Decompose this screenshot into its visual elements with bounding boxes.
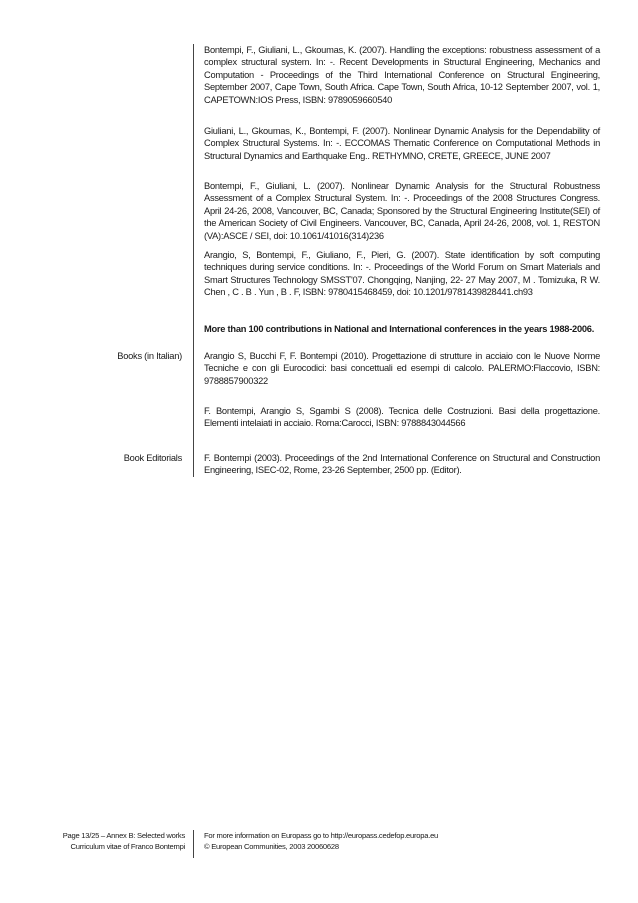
- editorial-entry-wrap: [204, 452, 600, 477]
- editorial-entry: F. Bontempi (2003). Proceedings of the 2nd International Conference on Structural and Construction Engineering, ISEC-02, Rome, 23-26 September, 2500 pp. (Editor).: [204, 453, 600, 476]
- footer-divider: [193, 830, 194, 858]
- conference-list-4: [204, 249, 600, 299]
- footer-left: [5, 831, 185, 852]
- conference-list-3: [204, 180, 600, 242]
- footer-right: [204, 831, 604, 852]
- footer-page-info: Page 13/25 – Annex B: Selected works: [62, 831, 185, 840]
- book-entry: Arangio S, Bucchi F, F. Bontempi (2010). Progettazione di strutture in acciaio con le Nuove Norme Tecniche e con gli Eurocodici: basi concettuali ed esempi di calcolo. PALERMO:Flaccovio, ISBN: 9788857900322: [204, 351, 600, 386]
- conference-entry: Giuliani, L., Gkoumas, K., Bontempi, F. (2007). Nonlinear Dynamic Analysis for the Dependability of Complex Structural Systems. In: -. ECCOMAS Thematic Conference on Computational Methods in Structural Dynamics and Earthquake Eng.. RETHYMNO, CRETE, GREECE, JUNE 2007: [204, 126, 600, 161]
- conference-entry: Bontempi, F., Giuliani, L. (2007). Nonlinear Dynamic Analysis for the Structural Robustness Assessment of a Complex Structural System. In: -. Proceedings of the 2008 Structures Congress. April 24-26, 2008, Vancouver, BC, Canada; Sponsored by the Structural Engineering Institute(SEI) of the American Society of Civil Engineers. Vancouver, BC, Canada, April 24-26, 2008, vol. 1, RESTON (VA):ASCE / SEI, doi: 10.1061/41016(314)236: [204, 181, 600, 241]
- books-entry-wrap-2: [204, 405, 600, 430]
- editorials-section-label: Book Editorials: [123, 453, 182, 463]
- books-entry-wrap-1: [204, 350, 600, 387]
- conference-list: [204, 44, 600, 106]
- conference-entry: Bontempi, F., Giuliani, L., Gkoumas, K. (2007). Handling the exceptions: robustness assessment of a complex structural system. In: -. Recent Developments in Structural Engineering, Mechanics and Computation - Proceedings of the Third International Conference on Structural Engineering, September 2007, Cape Town, South Africa. Cape Town, South Africa, 10-12 September 2007, vol. 1, CAPETOWN:IOS Press, ISBN: 9789059660540: [204, 45, 600, 105]
- books-section-label: Books (in Italian): [117, 351, 182, 361]
- book-entry: F. Bontempi, Arangio S, Sgambi S (2008). Tecnica delle Costruzioni. Basi della progettazione. Elementi intelaiati in acciaio. Roma:Carocci, ISBN: 9788843044566: [204, 406, 600, 429]
- conference-entry: Arangio, S, Bontempi, F., Giuliano, F., Pieri, G. (2007). State identification by soft computing techniques during service conditions. In: -. Proceedings of the World Forum on Smart Materials and Smart Structures Technology SMSST'07. Chongqing, Nanjing, 22- 27 May 2007, M . Tomizuka, R W. Chen , C . B . Yun , B . F, ISBN: 9780415468459, doi: 10.1201/9781439828441.ch93: [204, 250, 600, 298]
- footer-copyright: © European Communities, 2003 20060628: [204, 841, 339, 851]
- conference-list-2: [204, 125, 600, 162]
- footer-cv-title: Curriculum vitae of Franco Bontempi: [70, 841, 185, 851]
- column-divider: [193, 44, 194, 477]
- footer-europass-info: For more information on Europass go to http://europass.cedefop.europa.eu: [204, 831, 439, 840]
- contributions-summary: More than 100 contributions in National and International conferences in the years 1988-2006.: [204, 324, 595, 334]
